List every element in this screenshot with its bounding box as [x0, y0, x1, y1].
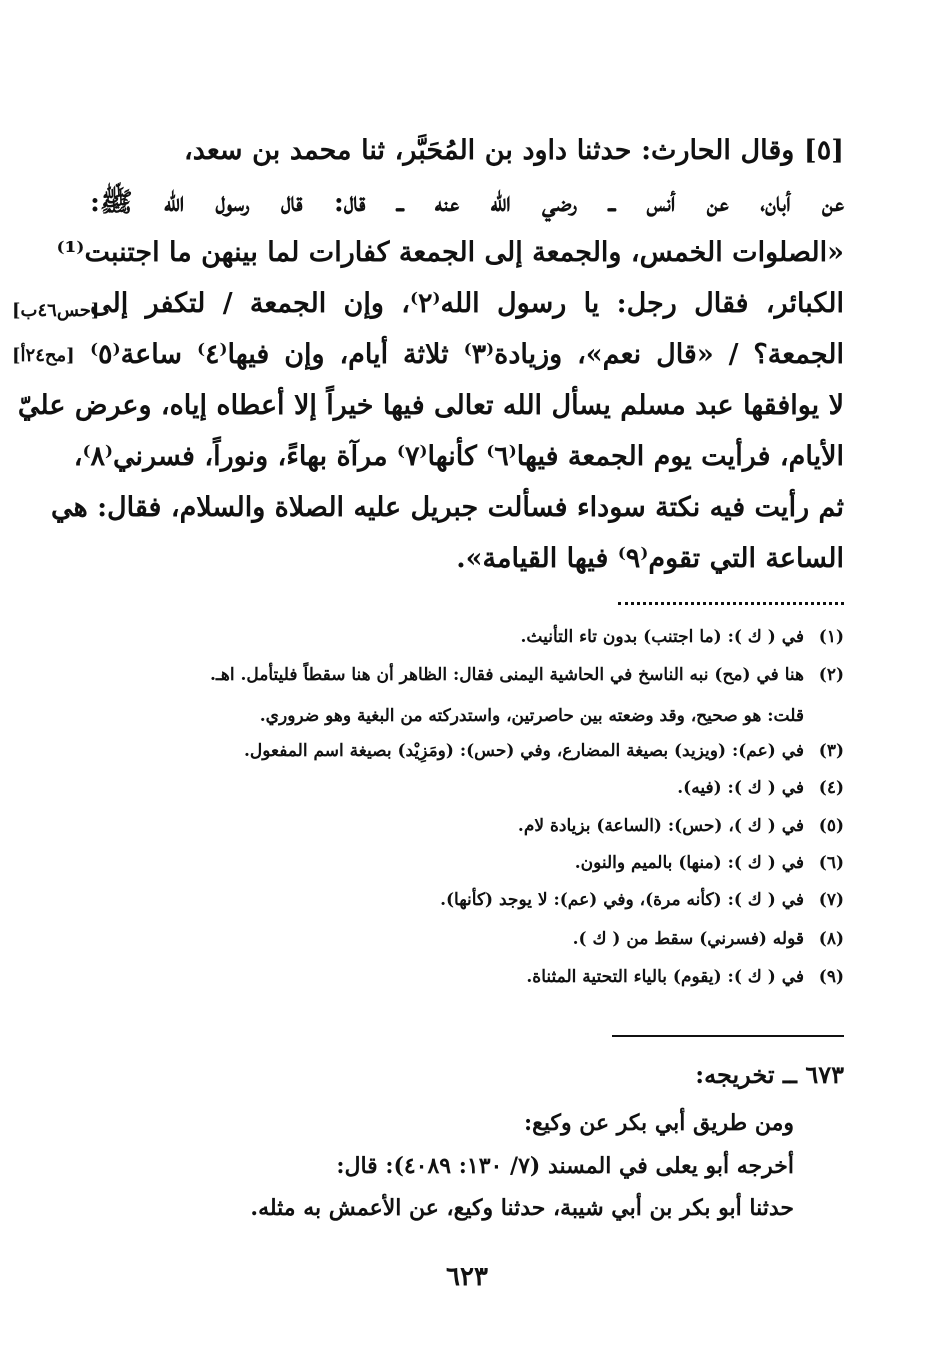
footnote-continuation: قلت: هو صحيح، وقد وضعته بين حاصرتين، واستدركته من البغية وهو ضروري.	[259, 706, 804, 726]
footnote	[84, 889, 844, 911]
footnote-number: (٧)	[818, 890, 844, 910]
takhrij-line: ومن طريق أبي بكر عن وكيع:	[524, 1110, 794, 1136]
main-text-line: الكبائر، فقال رجل: يا رسول الله⁽٢⁾، وإن الجمعة / لتكفر إلى	[90, 288, 844, 319]
footnote-number: (٩)	[818, 967, 844, 987]
footnote-text: في (عم): (ويزيد) بصيغة المضارع، وفي (حس): (ومَزِيْد) بصيغة اسم المفعول.	[243, 741, 804, 761]
footnote-separator	[618, 602, 844, 605]
takhrij-heading: ٦٧٣ ــ تخريجه:	[695, 1060, 844, 1089]
footnote	[84, 664, 844, 686]
main-text-line: ثم رأيت فيه نكتة سوداء فسألت جبريل عليه الصلاة والسلام، فقال: هي	[50, 492, 844, 523]
footnote	[84, 626, 844, 648]
footnote	[84, 928, 844, 950]
footnote	[84, 777, 844, 799]
main-text-line: لا يوافقها عبد مسلم يسأل الله تعالى فيها خيراً إلا أعطاه إياه، وعرض عليّ	[17, 390, 844, 421]
footnote-text: في ( ك ): (ما اجتنب) بدون تاء التأنيث.	[520, 627, 804, 647]
main-text-line: عن أبان، عن أنس ــ رضي الله عنه ــ قال: قال رسول الله ﷺ:	[90, 187, 844, 218]
manuscript-margin-note: [مح٢٤أ]	[12, 345, 75, 366]
footnote-number: (٦)	[818, 853, 844, 873]
section-rule	[612, 1035, 844, 1037]
main-text-line: «الصلوات الخمس، والجمعة إلى الجمعة كفارات لما بينهن ما اجتنبت⁽¹⁾	[56, 237, 844, 268]
footnote-number: (٤)	[818, 778, 844, 798]
footnote-number: (٣)	[818, 741, 844, 761]
page-number: ٦٢٣	[446, 1262, 488, 1292]
footnote-text: قوله (فسرني) سقط من ( ك ).	[572, 929, 804, 949]
footnote-text: في ( ك )، (حس): (الساعة) بزيادة لام.	[517, 816, 804, 836]
main-text-line: الجمعة؟ / «قال نعم»، وزيادة⁽٣⁾ ثلاثة أيام، وإن فيها⁽٤⁾ ساعة⁽٥⁾	[90, 339, 844, 370]
manuscript-margin-note: [حس٤٦ب]	[12, 300, 100, 321]
takhrij-line: حدثنا أبو بكر بن أبي شيبة، حدثنا وكيع، عن الأعمش به مثله.	[250, 1195, 794, 1221]
main-text-line: [٥] وقال الحارث: حدثنا داود بن المُحَبَّر، ثنا محمد بن سعد،	[184, 135, 844, 166]
footnote-text: في ( ك ): (منها) بالميم والنون.	[574, 853, 804, 873]
footnote-number: (٨)	[818, 929, 844, 949]
footnote-text: في ( ك ): (فيه).	[677, 778, 804, 798]
footnote-number: (٥)	[818, 816, 844, 836]
footnote-text: هنا في (مح) نبه الناسخ في الحاشية اليمنى فقال: الظاهر أن هنا سقطاً فليتأمل. اهـ.	[209, 665, 804, 685]
footnote-text: في ( ك ): (يقوم) بالياء التحتية المثناة.	[526, 967, 804, 987]
footnote-number: (٢)	[818, 665, 844, 685]
footnote	[84, 966, 844, 988]
footnote	[84, 815, 844, 837]
takhrij-line: أخرجه أبو يعلى في المسند (٧/ ١٣٠: ٤٠٨٩): قال:	[336, 1153, 794, 1179]
footnote-number: (١)	[818, 627, 844, 647]
footnote-text: في ( ك ): (كأنه مرة)، وفي (عم): لا يوجد (كأنها).	[440, 890, 804, 910]
main-text-line: الأيام، فرأيت يوم الجمعة فيها⁽٦⁾ كأنها⁽٧⁾ مرآة بهاءً، ونوراً، فسرني⁽٨⁾،	[73, 441, 844, 472]
main-text-line: الساعة التي تقوم⁽٩⁾ فيها القيامة».	[456, 543, 844, 574]
footnote	[84, 740, 844, 762]
footnote	[84, 852, 844, 874]
